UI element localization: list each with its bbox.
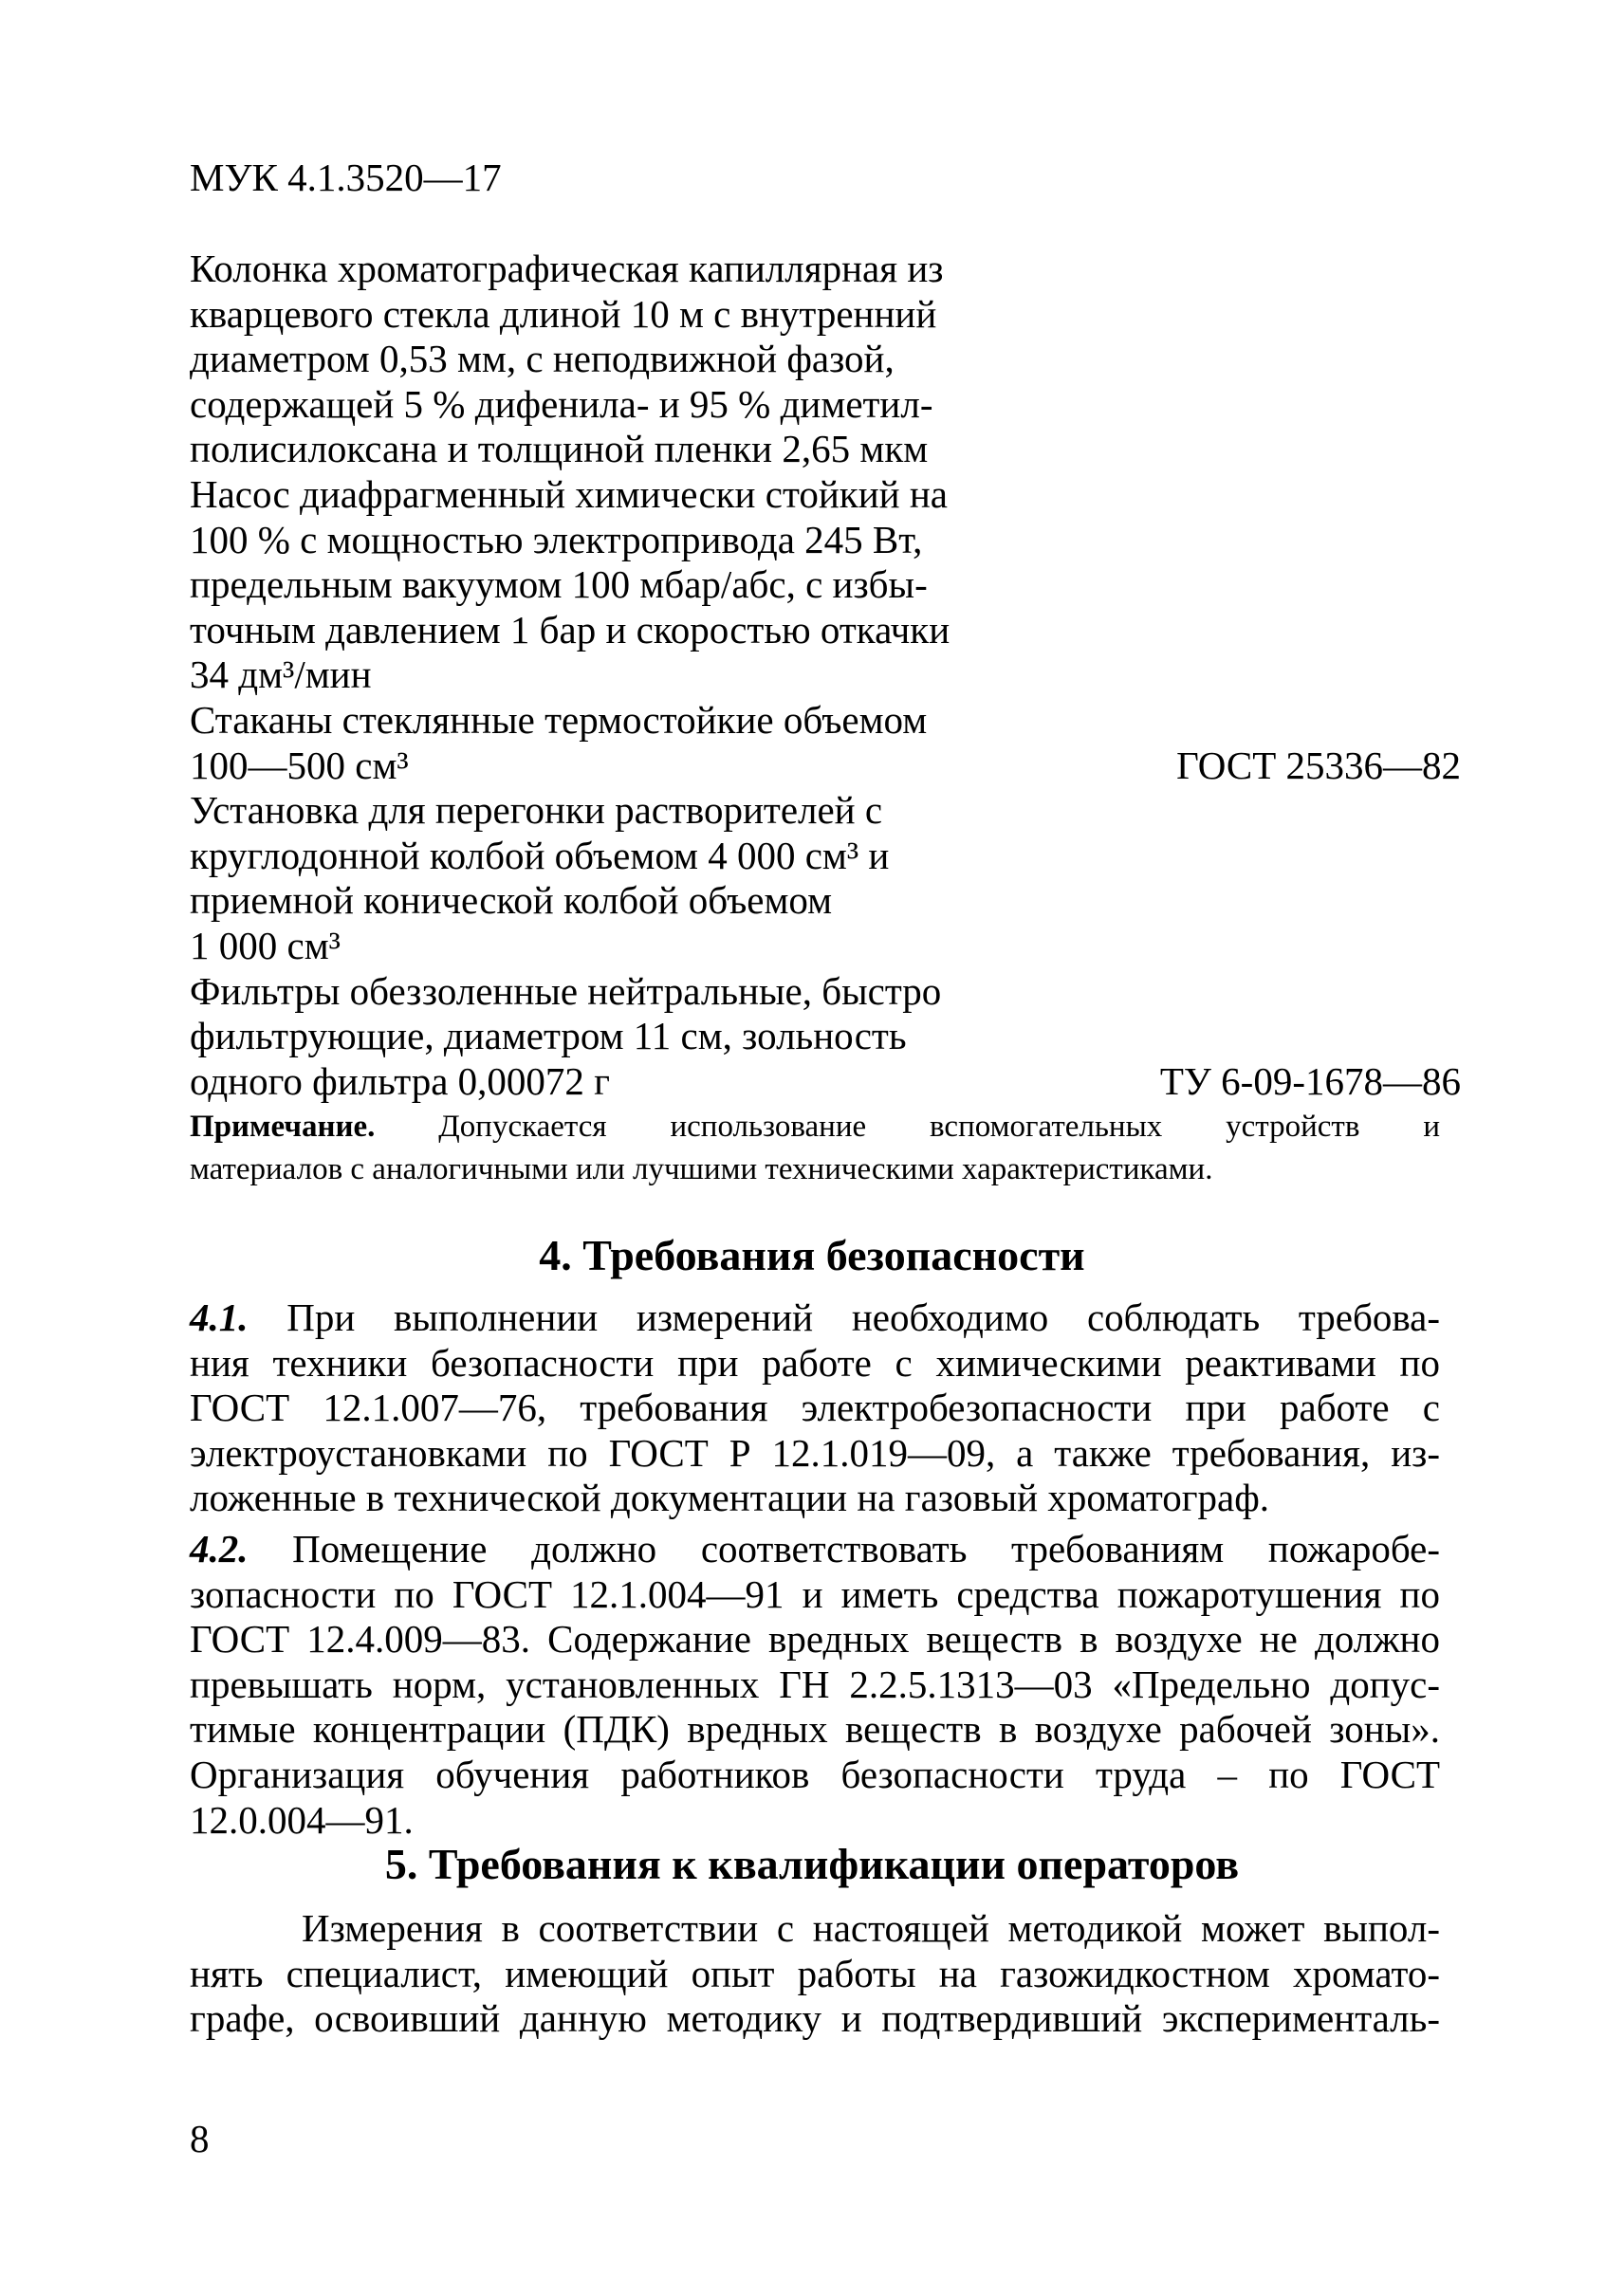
clause-number: 4.2. [190, 1527, 249, 1570]
note-label: Примечание. [190, 1110, 376, 1144]
equipment-item [190, 969, 1461, 1105]
text-line: Установка для перегонки растворителей с [190, 788, 883, 833]
text-line: 4.1. При выполнении измерений необходимо соблюдать требова- [190, 1295, 1440, 1339]
text-line: содержащей 5 % дифенила- и 95 % диметил- [190, 381, 933, 426]
text-line: графе, освоивший данную методику и подтвердивший эксперименталь- [190, 1996, 1440, 2041]
text-line: диаметром 0,53 мм, с неподвижной фазой, [190, 337, 895, 381]
paragraph-4-2 [190, 1527, 1440, 1843]
equipment-standard: ТУ 6-09-1678—86 [1159, 1058, 1461, 1103]
text-line: фильтрующие, диаметром 11 см, зольность [190, 1014, 907, 1058]
note-paragraph [190, 1106, 1440, 1191]
text-line: круглодонной колбой объемом 4 000 см³ и [190, 833, 890, 877]
text-line: ния техники безопасности при работе с химическими реактивами по [190, 1340, 1440, 1385]
text-line: Фильтры обеззоленные нейтральные, быстро [190, 968, 942, 1013]
equipment-item [190, 472, 1461, 698]
text-line: кварцевого стекла длиной 10 м с внутренний [190, 291, 937, 336]
text-line: приемной конической колбой объемом [190, 878, 833, 923]
text-line: Стаканы стеклянные термостойкие объемом [190, 697, 928, 742]
page-number: 8 [190, 2117, 210, 2160]
text-line: ГОСТ 12.1.007—76, требования электробезопасности при работе с [190, 1386, 1440, 1430]
text-line: материалов с аналогичными или лучшими техническими характеристиками. [190, 1152, 1213, 1186]
text-line: превышать норм, установленных ГН 2.2.5.1313—03 «Предельно допус- [190, 1662, 1440, 1706]
text-line: полисилоксана и толщиной пленки 2,65 мкм [190, 427, 929, 471]
text-line: 12.0.004—91. [190, 1797, 414, 1842]
equipment-standard: ГОСТ 25336—82 [1176, 743, 1461, 787]
equipment-item [190, 788, 1461, 968]
note-text: Допускается использование вспомогательных устройств и [375, 1110, 1440, 1144]
text-line: 34 дм³/мин [190, 652, 372, 697]
text-line: 1 000 см³ [190, 923, 341, 967]
section-heading-safety: 4. Требования безопасности [539, 1231, 1085, 1279]
equipment-item [190, 698, 1461, 788]
text-line: Насос диафрагменный химически стойкий на [190, 471, 948, 516]
section-heading-qualification: 5. Требования к квалификации операторов [384, 1840, 1240, 1888]
text-line: 4.2. Помещение должно соответствовать требованиям пожаробе- [190, 1527, 1440, 1570]
text-line: одного фильтра 0,00072 г [190, 1058, 610, 1103]
text-line: нять специалист, имеющий опыт работы на газожидкостном хромато- [190, 1951, 1440, 1995]
text-line: точным давлением 1 бар и скоростью откачки [190, 607, 950, 652]
equipment-description [190, 788, 987, 968]
text-line: зопасности по ГОСТ 12.1.004—91 и иметь средства пожаротушения по [190, 1571, 1440, 1616]
equipment-item [190, 247, 1461, 472]
document-code: МУК 4.1.3520—17 [190, 156, 502, 199]
text-line: Измерения в соответствии с настоящей методикой может выпол- [302, 1906, 1440, 1950]
equipment-description [190, 472, 987, 698]
text-line: Колонка хроматографическая капиллярная из [190, 247, 944, 290]
text-line [190, 1106, 1440, 1148]
paragraph-4-1 [190, 1295, 1440, 1521]
text-line: Организация обучения работников безопасности труда – по ГОСТ [190, 1752, 1440, 1796]
paragraph-5 [190, 1906, 1440, 2042]
text-line: ГОСТ 12.4.009—83. Содержание вредных веществ в воздухе не должно [190, 1617, 1440, 1662]
equipment-description [190, 247, 987, 472]
equipment-description [190, 698, 958, 788]
equipment-description [190, 969, 942, 1105]
text-line: электроустановками по ГОСТ Р 12.1.019—09, а также требования, из- [190, 1430, 1440, 1475]
equipment-list [190, 247, 1461, 1104]
text-line: ложенные в технической документации на газовый хроматограф. [190, 1476, 1270, 1520]
text-line: предельным вакуумом 100 мбар/абс, с избы- [190, 562, 928, 607]
text-line: тимые концентрации (ПДК) вредных веществ в воздухе рабочей зоны». [190, 1707, 1440, 1752]
text-line: 100 % с мощностью электропривода 245 Вт, [190, 517, 923, 561]
clause-number: 4.1. [190, 1295, 249, 1339]
text-line: 100—500 см³ [190, 743, 409, 787]
